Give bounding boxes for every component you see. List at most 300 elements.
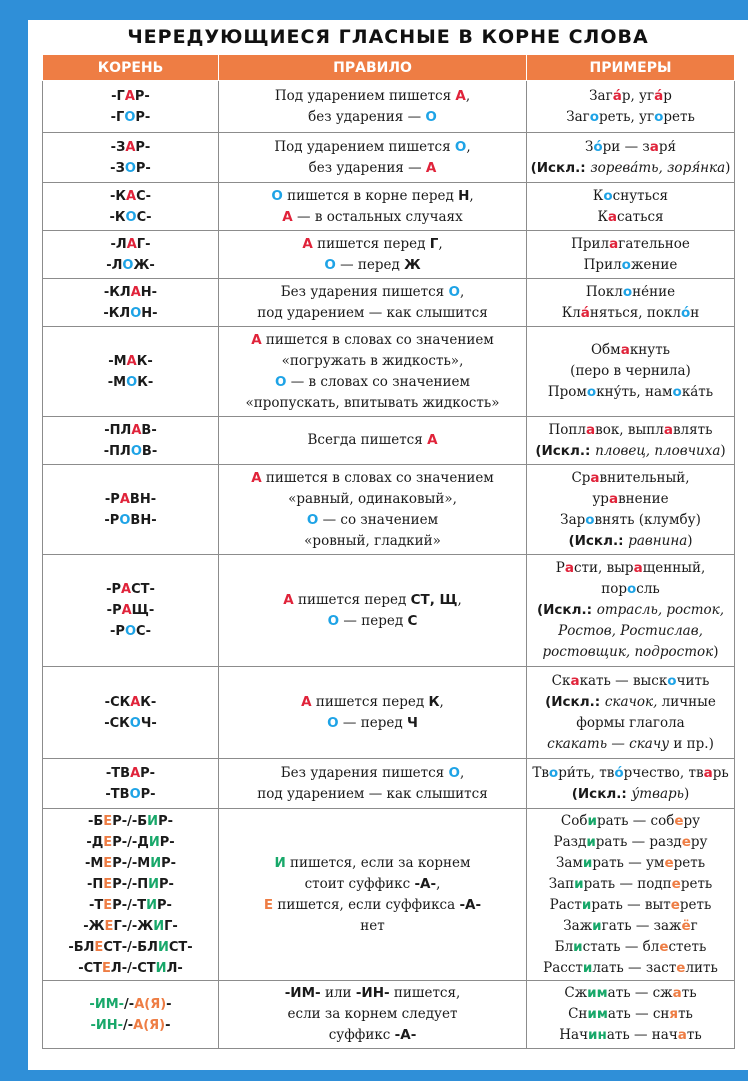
root-cell — [43, 809, 219, 981]
plain-text: , — [439, 693, 444, 710]
highlight-text: О — [125, 209, 137, 225]
text-line — [529, 1004, 732, 1025]
text-line — [529, 441, 732, 462]
highlight-text: А — [130, 694, 141, 710]
highlight-text: о — [603, 187, 613, 204]
highlight-text: И — [153, 918, 165, 934]
highlight-text: (Искл.: — [568, 532, 629, 549]
highlight-text: О — [124, 109, 136, 125]
plain-text: -Т — [89, 897, 104, 913]
plain-text: -Ж — [83, 918, 105, 934]
rule-cell — [219, 183, 527, 231]
highlight-text: а — [663, 421, 673, 438]
highlight-text: у́тварь — [631, 785, 684, 802]
plain-text: без ударения — — [308, 108, 426, 125]
plain-text: стать — бл — [582, 938, 660, 955]
text-line — [221, 763, 524, 784]
text-line — [221, 158, 524, 179]
root-line — [45, 255, 216, 276]
text-line — [529, 255, 732, 276]
highlight-text: а — [672, 985, 682, 1001]
highlight-text: Е — [103, 897, 113, 913]
text-line — [529, 340, 732, 361]
plain-text: Р- — [135, 139, 151, 155]
root-cell — [43, 133, 219, 183]
table-body — [43, 81, 735, 1049]
plain-text: г — [690, 917, 698, 934]
text-line — [221, 282, 524, 303]
highlight-text: А(Я) — [133, 1017, 166, 1033]
plain-text: рчество, тв — [623, 764, 704, 781]
plain-text: ВН- — [130, 512, 157, 528]
highlight-text: Е — [103, 855, 113, 871]
highlight-text: О — [119, 512, 131, 528]
text-line — [221, 916, 524, 937]
plain-text: кнуть — [629, 342, 671, 358]
text-line — [221, 692, 524, 713]
highlight-text: а — [609, 235, 619, 252]
plain-text: ка́ть — [681, 384, 714, 400]
text-line — [221, 895, 524, 916]
plain-text: Под ударением пишется — [274, 138, 455, 155]
highlight-text: О — [425, 108, 437, 125]
highlight-text: -ИМ- — [284, 985, 321, 1001]
plain-text: (перо в чернила) — [570, 363, 691, 379]
plain-text: «погружать в жидкость», — [281, 352, 464, 369]
highlight-text: С — [407, 612, 418, 629]
highlight-text: А — [125, 139, 136, 155]
text-line — [221, 351, 524, 372]
highlight-text: скачок, — [604, 693, 658, 710]
highlight-text: А — [119, 491, 130, 507]
plain-text: — в остальных случаях — [292, 208, 463, 225]
plain-text: пишется перед — [312, 235, 430, 252]
plain-text: Кл — [561, 304, 581, 321]
plain-text: , — [457, 591, 462, 608]
highlight-text: о — [627, 581, 637, 597]
text-line — [221, 1025, 524, 1046]
plain-text: Раст — [549, 896, 582, 913]
plain-text: Р- — [135, 109, 151, 125]
highlight-text: скакать — скачу — [547, 735, 670, 752]
root-line — [45, 937, 216, 958]
root-line — [45, 958, 216, 979]
highlight-text: О — [124, 624, 137, 639]
root-line — [45, 784, 216, 805]
root-cell — [43, 667, 219, 759]
highlight-text: а — [586, 421, 596, 438]
highlight-text: е — [671, 875, 681, 892]
highlight-text: (Искл.: — [530, 159, 591, 176]
plain-text: Р- — [158, 813, 173, 829]
highlight-text: О — [130, 443, 142, 459]
plain-text: без ударения — — [308, 159, 426, 176]
text-line — [529, 784, 732, 805]
highlight-text: И — [155, 960, 167, 976]
plain-text: Р- — [159, 834, 175, 850]
highlight-text: О — [448, 283, 460, 300]
highlight-text: О — [448, 764, 460, 781]
highlight-text: И — [148, 876, 160, 892]
text-line — [221, 874, 524, 895]
plain-text: , — [436, 875, 441, 892]
highlight-text: Ж — [404, 256, 421, 273]
plain-text: Прил — [571, 235, 610, 252]
highlight-text: а — [590, 469, 600, 486]
text-line — [529, 420, 732, 441]
plain-text: Р-/-М — [112, 855, 151, 871]
plain-text: К- — [136, 353, 153, 369]
plain-text: влять — [672, 421, 713, 438]
plain-text: н — [690, 304, 700, 321]
highlight-text: О — [327, 612, 340, 629]
table-row — [43, 81, 735, 133]
highlight-text: О — [126, 374, 138, 390]
root-cell — [43, 279, 219, 327]
plain-text: В- — [141, 443, 158, 459]
plain-text: и пр.) — [669, 735, 714, 752]
root-line — [45, 763, 216, 784]
plain-text: Г- — [136, 236, 151, 252]
highlight-text: о́ — [593, 138, 603, 155]
examples-cell — [527, 133, 735, 183]
plain-text: кать — выск — [579, 672, 668, 689]
text-line — [221, 303, 524, 324]
text-line — [221, 468, 524, 489]
highlight-text: О — [129, 715, 141, 731]
root-line — [45, 234, 216, 255]
plain-text: ать — сн — [607, 1006, 670, 1022]
plain-text: «ровный, гладкий» — [304, 532, 441, 549]
highlight-text: И — [150, 855, 162, 871]
plain-text: -БЛ — [68, 939, 95, 955]
plain-text: -ПЛ — [103, 443, 131, 459]
root-line — [45, 186, 216, 207]
highlight-text: (Искл.: — [535, 442, 596, 459]
examples-cell — [527, 417, 735, 465]
highlight-text: А — [126, 353, 137, 369]
plain-text: ) — [687, 532, 693, 549]
text-line — [221, 372, 524, 393]
plain-text: ря́ — [658, 138, 677, 155]
plain-text: Сж — [564, 985, 588, 1001]
rule-cell — [219, 465, 527, 555]
examples-cell — [527, 809, 735, 981]
plain-text: суффикс — [328, 1027, 395, 1043]
root-line — [45, 1015, 216, 1036]
plain-text: щенный, — [642, 560, 706, 576]
plain-text: Р-/-Т — [112, 897, 147, 913]
plain-text: Расст — [543, 959, 583, 976]
plain-text: ть — [686, 1027, 702, 1043]
plain-text: формы глагола — [576, 714, 685, 731]
highlight-text: пловец, пловчиха — [595, 442, 721, 459]
highlight-text: А — [124, 88, 135, 104]
root-cell — [43, 759, 219, 809]
rule-cell — [219, 417, 527, 465]
text-line — [221, 1004, 524, 1025]
plain-text: «равный, одинаковый», — [288, 490, 457, 507]
root-line — [45, 372, 216, 393]
plain-text: ВН- — [129, 491, 157, 507]
plain-text: пишется, — [389, 985, 461, 1001]
root-line — [45, 874, 216, 895]
highlight-text: о — [667, 672, 677, 689]
plain-text: -Г — [111, 88, 125, 104]
highlight-text: о — [586, 384, 597, 400]
highlight-text: равнина — [628, 532, 688, 549]
highlight-text: ростовщик, подросток — [542, 644, 714, 660]
examples-cell — [527, 667, 735, 759]
plain-text: жение — [630, 256, 678, 273]
plain-text: Н- — [141, 305, 158, 321]
root-line — [45, 811, 216, 832]
highlight-text: е — [664, 854, 674, 871]
plain-text: -Р — [104, 491, 120, 507]
column-header-rule: ПРАВИЛО — [219, 55, 527, 81]
text-line — [529, 158, 732, 179]
root-cell — [43, 183, 219, 231]
plain-text: Л- — [166, 960, 183, 976]
highlight-text: о — [654, 108, 664, 125]
highlight-text: Е — [102, 960, 111, 976]
highlight-text: А — [301, 693, 312, 710]
root-line — [45, 713, 216, 734]
root-line — [45, 282, 216, 303]
plain-text: Р-/-Б — [112, 813, 148, 829]
rule-cell — [219, 809, 527, 981]
plain-text: -Р — [106, 582, 122, 597]
plain-text: р, уг — [621, 87, 655, 104]
highlight-text: а — [607, 208, 618, 225]
root-cell — [43, 231, 219, 279]
highlight-text: А — [121, 582, 132, 597]
plain-text: или — [320, 985, 356, 1001]
text-line — [221, 186, 524, 207]
plain-text: пишется, если суффикса — [273, 896, 460, 913]
plain-text: Л-/-СТ — [110, 960, 156, 976]
table-row — [43, 327, 735, 417]
text-line — [221, 590, 524, 611]
highlight-text: о — [548, 764, 559, 781]
plain-text: Ср — [571, 469, 591, 486]
plain-text: -Д — [86, 834, 104, 850]
plain-text: Зар — [560, 511, 586, 528]
plain-text: -М — [84, 855, 104, 871]
plain-text: ри — з — [602, 138, 650, 155]
plain-text: пишется, если за корнем — [285, 854, 471, 871]
root-line — [45, 86, 216, 107]
plain-text: реть — [663, 108, 695, 125]
plain-text: ать — нач — [606, 1027, 678, 1043]
plain-text: -ПЛ — [104, 422, 132, 438]
rule-cell — [219, 981, 527, 1049]
plain-text: - — [165, 1017, 171, 1033]
text-line — [529, 282, 732, 303]
plain-text: внять (клумбу) — [594, 511, 701, 528]
text-line — [221, 207, 524, 228]
plain-text: К- — [140, 694, 157, 710]
text-line — [529, 642, 732, 663]
plain-text: Пром — [547, 384, 587, 400]
highlight-text: Е — [263, 896, 274, 913]
plain-text: снуться — [612, 187, 669, 204]
poster-sheet — [28, 20, 748, 1070]
highlight-text: а́ — [580, 304, 590, 321]
plain-text: реть — [680, 875, 713, 892]
text-line — [221, 531, 524, 552]
root-line — [45, 621, 216, 642]
plain-text: Под ударением пишется — [274, 87, 456, 104]
rule-cell — [219, 279, 527, 327]
highlight-text: и — [586, 833, 596, 850]
table-row — [43, 759, 735, 809]
plain-text: Г- — [164, 918, 178, 934]
plain-text: Заг — [589, 87, 613, 104]
highlight-text: -ИН- — [90, 1017, 124, 1033]
plain-text: реть, уг — [599, 108, 655, 125]
highlight-text: о — [622, 283, 633, 300]
plain-text: рать — соб — [596, 812, 675, 829]
plain-text: , — [469, 187, 474, 204]
plain-text: Р- — [161, 855, 177, 871]
plain-text: Р- — [134, 88, 150, 104]
plain-text: , — [466, 138, 471, 155]
vowels-table — [42, 54, 735, 1049]
text-line — [529, 531, 732, 552]
text-line — [221, 611, 524, 632]
root-line — [45, 158, 216, 179]
highlight-text: А — [130, 765, 141, 781]
root-line — [45, 579, 216, 600]
root-line — [45, 853, 216, 874]
highlight-text: Е — [104, 918, 114, 934]
plain-text: С- — [136, 624, 151, 639]
highlight-text: И — [146, 897, 158, 913]
plain-text: -К — [109, 209, 126, 225]
plain-text: под ударением — как слышится — [257, 785, 488, 802]
highlight-text: а́ — [654, 87, 664, 104]
plain-text: Р-/-П — [112, 876, 149, 892]
plain-text: няться, покл — [589, 304, 681, 321]
examples-cell — [527, 759, 735, 809]
root-line — [45, 832, 216, 853]
plain-text: -КЛ — [103, 305, 131, 321]
root-cell — [43, 417, 219, 465]
plain-text: внение — [618, 490, 669, 507]
text-line — [529, 853, 732, 874]
highlight-text: е — [659, 938, 669, 955]
plain-text: ) — [725, 159, 731, 176]
plain-text: Щ- — [131, 603, 155, 618]
root-line — [45, 420, 216, 441]
highlight-text: а́ — [612, 87, 622, 104]
plain-text: — перед — [338, 714, 407, 731]
plain-text: -Л — [106, 257, 123, 273]
highlight-text: Ростов, Ростислав, — [558, 623, 703, 639]
column-header-root: КОРЕНЬ — [43, 55, 219, 81]
highlight-text: о — [672, 384, 682, 400]
examples-cell — [527, 555, 735, 667]
plain-text: Н- — [140, 284, 158, 300]
plain-text: Р- — [159, 876, 174, 892]
highlight-text: и — [582, 959, 593, 976]
text-line — [529, 382, 732, 403]
plain-text: -М — [107, 374, 127, 390]
examples-cell — [527, 981, 735, 1049]
plain-text: лать — заст — [592, 959, 677, 976]
text-line — [221, 853, 524, 874]
examples-cell — [527, 183, 735, 231]
highlight-text: А — [427, 432, 438, 448]
highlight-text: О — [324, 256, 336, 273]
text-line — [529, 186, 732, 207]
text-line — [529, 86, 732, 107]
text-line — [529, 361, 732, 382]
text-line — [221, 430, 524, 451]
plain-text: -П — [87, 876, 104, 892]
plain-text: пишется в корне перед — [282, 187, 459, 204]
table-row — [43, 133, 735, 183]
highlight-text: -ИН- — [355, 985, 390, 1001]
plain-text: Ж- — [133, 257, 155, 273]
highlight-text: А — [126, 236, 137, 252]
plain-text: под ударением — как слышится — [257, 304, 488, 321]
plain-text: гать — заж — [601, 917, 682, 934]
highlight-text: зорева́ть, зоря́нка — [590, 159, 726, 176]
highlight-text: и — [587, 812, 597, 829]
table-row — [43, 417, 735, 465]
rule-cell — [219, 81, 527, 133]
text-line — [529, 137, 732, 158]
plain-text: Всегда пишется — [307, 432, 428, 448]
plain-text: пор — [601, 581, 627, 597]
highlight-text: я — [669, 1006, 679, 1022]
plain-text: -Р — [106, 603, 122, 618]
text-line — [529, 234, 732, 255]
plain-text: -СТ — [78, 960, 103, 976]
page-title: ЧЕРЕДУЮЩИЕСЯ ГЛАСНЫЕ В КОРНЕ СЛОВА — [127, 26, 649, 48]
highlight-text: а — [649, 138, 659, 155]
highlight-text: а — [703, 764, 713, 781]
highlight-text: а — [677, 1027, 687, 1043]
highlight-text: и — [592, 917, 602, 934]
highlight-text: -А- — [459, 896, 482, 913]
plain-text: Р- — [140, 786, 156, 802]
plain-text: реть — [673, 854, 706, 871]
text-line — [529, 937, 732, 958]
plain-text: -З — [110, 139, 126, 155]
plain-text: К — [592, 187, 604, 204]
text-line — [529, 1025, 732, 1046]
plain-text: — перед — [335, 256, 405, 273]
highlight-text: е — [674, 812, 684, 829]
root-line — [45, 137, 216, 158]
plain-text: если за корнем следует — [287, 1006, 458, 1022]
root-line — [45, 600, 216, 621]
plain-text: ть — [678, 1006, 693, 1022]
highlight-text: О — [454, 138, 467, 155]
text-line — [529, 579, 732, 600]
plain-text: Попл — [548, 421, 587, 438]
plain-text: , — [465, 87, 471, 104]
plain-text: лить — [685, 959, 718, 976]
plain-text: Р- — [140, 765, 156, 781]
table-row — [43, 981, 735, 1049]
highlight-text: О — [124, 160, 136, 176]
table-header-row — [43, 55, 735, 81]
highlight-text: А — [455, 87, 466, 104]
